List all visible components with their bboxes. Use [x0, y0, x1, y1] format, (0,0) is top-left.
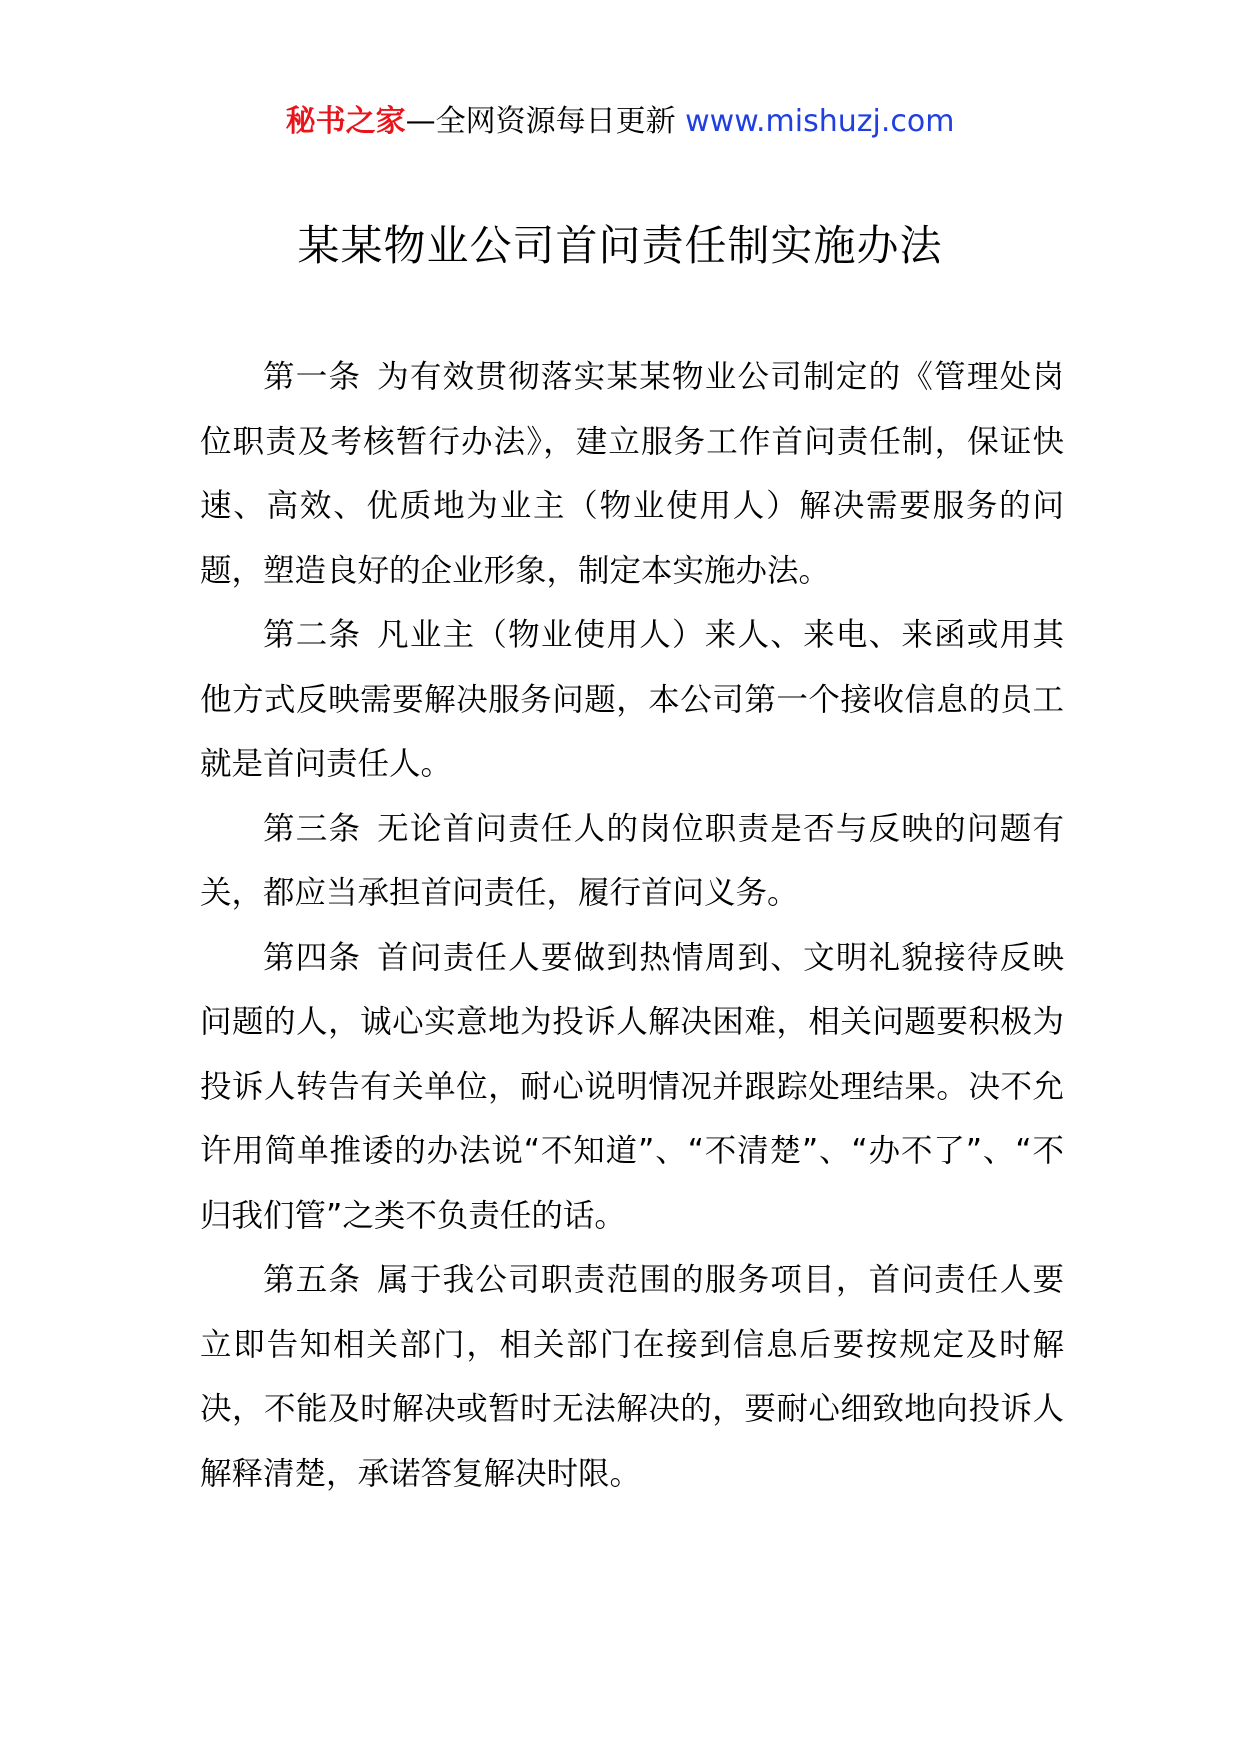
- article-text: 无论首问责任人的岗位职责是否与反映的问题有关，都应当承担首问责任，履行首问义务。: [200, 810, 1064, 911]
- document-title: 某某物业公司首问责任制实施办法: [297, 221, 943, 270]
- article-3: [200, 797, 1064, 926]
- article-1: [200, 345, 1064, 603]
- article-text: 凡业主（物业使用人）来人、来电、来函或用其他方式反映需要解决服务问题，本公司第一个接收信息的员工就是首问责任人。: [200, 617, 1064, 782]
- brand-name: 秘书之家: [285, 104, 406, 139]
- article-5: [200, 1248, 1064, 1506]
- document-body: [200, 345, 1064, 1506]
- article-text: 属于我公司职责范围的服务项目，首问责任人要立即告知相关部门，相关部门在接到信息后要按规定及时解决，不能及时解决或暂时无法解决的，要耐心细致地向投诉人解释清楚，承诺答复解决时限。: [200, 1262, 1064, 1492]
- article-4: [200, 926, 1064, 1249]
- article-number: 第一条: [263, 359, 362, 395]
- article-text: 首问责任人要做到热情周到、文明礼貌接待反映问题的人，诚心实意地为投诉人解决困难，相关问题要积极为投诉人转告有关单位，耐心说明情况并跟踪处理结果。决不允许用简单推诿的办法说“不知道”、“不清楚”、“办不了”、“不归我们管”之类不负责任的话。: [200, 939, 1064, 1234]
- article-number: 第二条: [263, 617, 362, 653]
- article-2: [200, 603, 1064, 797]
- article-text: 为有效贯彻落实某某物业公司制定的《管理处岗位职责及考核暂行办法》，建立服务工作首问责任制，保证快速、高效、优质地为业主（物业使用人）解决需要服务的问题，塑造良好的企业形象，制定本实施办法。: [200, 359, 1064, 589]
- header-tagline: —全网资源每日更新: [405, 104, 676, 139]
- website-link[interactable]: www.mishuzj.com: [685, 104, 955, 139]
- article-number: 第五条: [263, 1262, 362, 1298]
- page-header: [0, 100, 1240, 144]
- article-number: 第四条: [263, 939, 362, 976]
- article-number: 第三条: [263, 810, 362, 847]
